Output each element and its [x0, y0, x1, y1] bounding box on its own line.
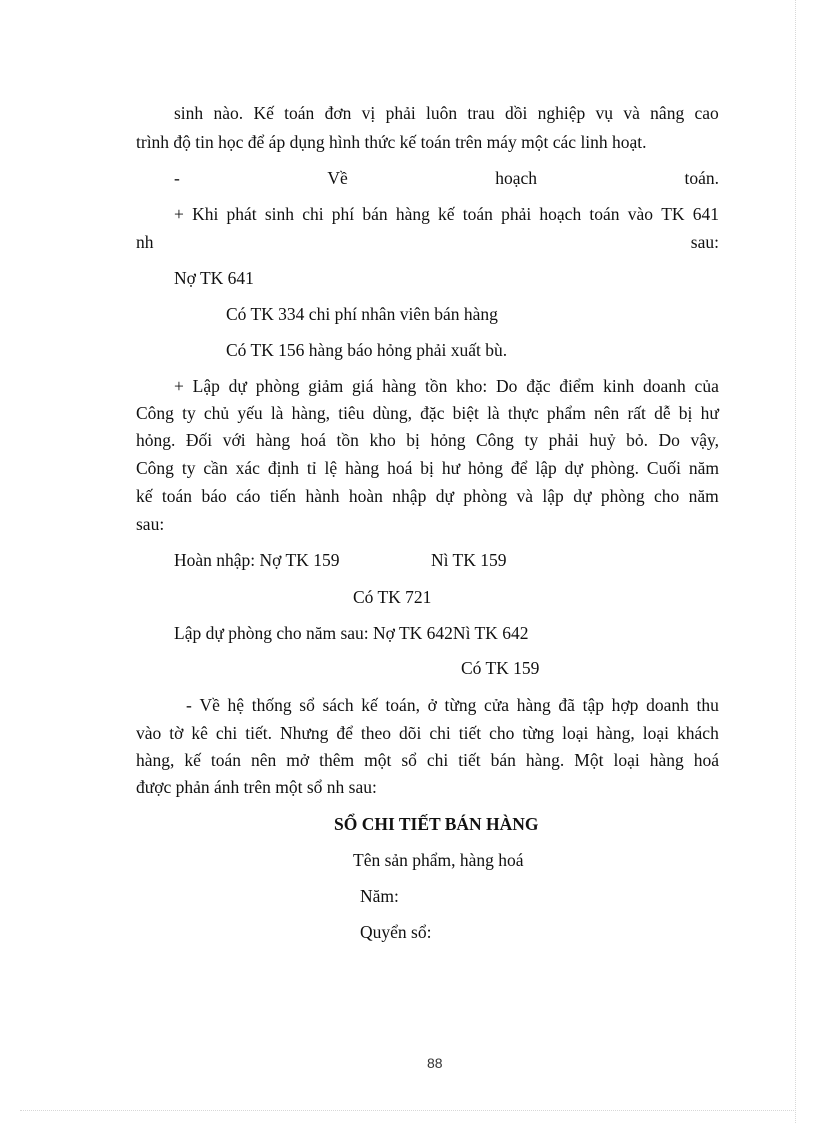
word: hàng — [395, 204, 430, 224]
word: - — [174, 168, 180, 188]
p5-line-1 — [186, 697, 719, 715]
p4-line-2 — [136, 405, 719, 423]
word: thu — [696, 695, 719, 715]
p4-line-1 — [174, 378, 719, 396]
ledger-title: SỔ CHI TIẾT BÁN HÀNG — [334, 814, 539, 834]
word: rất — [627, 403, 646, 423]
p4-line-5 — [136, 488, 719, 506]
word: nâng — [650, 103, 685, 123]
word: kế — [438, 204, 455, 224]
word: Kế — [253, 103, 274, 123]
p4-line-4 — [136, 460, 719, 478]
word: trau — [467, 103, 495, 123]
p2-heading — [174, 170, 719, 188]
entry1-credit-1: Có TK 334 chi phí nhân viên bán hàng — [226, 304, 498, 324]
p1-line-2: trình độ tin học để áp dụng hình thức kế toán trên máy một các linh hoạt. — [136, 132, 647, 152]
word: tiết — [458, 750, 481, 770]
word: phòng — [600, 486, 645, 506]
word: vị — [361, 103, 376, 123]
word: hoá — [300, 430, 326, 450]
p5-line-3 — [136, 752, 719, 770]
word: lệ — [324, 458, 338, 478]
word: Về — [327, 168, 348, 188]
word: kê — [191, 723, 208, 743]
word: tờ — [169, 723, 184, 743]
word: sau: — [690, 232, 719, 252]
word: sổ — [299, 695, 315, 715]
ledger-year-label: Năm: — [360, 886, 399, 906]
word: điểm — [559, 376, 595, 396]
word: một — [364, 750, 392, 770]
word: dự — [228, 376, 247, 396]
word: xác — [235, 458, 260, 478]
word: + — [174, 204, 184, 224]
page-border-bottom — [20, 1110, 796, 1111]
word: hàng — [382, 376, 417, 396]
word: chi — [429, 723, 451, 743]
word: vậy, — [690, 430, 719, 450]
p3-line-1 — [174, 206, 719, 224]
word: toán, — [385, 695, 420, 715]
word: là — [487, 403, 500, 423]
word: đặc — [420, 403, 445, 423]
word: khách — [677, 723, 719, 743]
word: phải — [548, 430, 579, 450]
word: toán — [284, 103, 315, 123]
word: phải — [501, 204, 532, 224]
word: hư — [700, 403, 719, 423]
word: kinh — [603, 376, 635, 396]
word: hàng. — [525, 750, 565, 770]
word: Do — [496, 376, 518, 396]
word: Về — [199, 695, 220, 715]
word: phí — [331, 204, 355, 224]
word: phẩm — [546, 403, 586, 423]
page-number: 88 — [427, 1055, 443, 1071]
word: hỏng — [467, 458, 503, 478]
entry2-left: Hoàn nhập: Nợ TK 159 — [174, 550, 340, 570]
word: doanh — [642, 376, 686, 396]
word: tiêu — [338, 403, 365, 423]
word: hàng, — [291, 403, 331, 423]
word: cáo — [236, 486, 261, 506]
entry3-line: Lập dự phòng cho năm sau: Nợ TK 642Nì TK 642 — [174, 623, 529, 643]
word: hỏng — [430, 430, 466, 450]
word: toán — [161, 486, 193, 506]
word: phải — [385, 103, 416, 123]
word: TK — [661, 204, 685, 224]
p4-line-3 — [136, 432, 719, 450]
word: sách — [322, 695, 354, 715]
word: nghiệp — [537, 103, 586, 123]
word: giảm — [308, 376, 344, 396]
word: và — [623, 103, 640, 123]
word: tồn — [336, 430, 359, 450]
p5-line-4: được phản ánh trên một sổ nh sau: — [136, 777, 377, 797]
word: tiến — [269, 486, 297, 506]
word: dồi — [504, 103, 528, 123]
word: hàng — [345, 458, 380, 478]
entry3-credit: Có TK 159 — [461, 658, 540, 678]
word: Công — [136, 403, 174, 423]
word: toán — [589, 204, 620, 224]
entry2-credit: Có TK 721 — [353, 587, 432, 607]
word: dễ — [654, 403, 671, 423]
p5-line-2 — [136, 725, 719, 743]
word: Do — [658, 430, 680, 450]
word: nh — [136, 232, 154, 252]
word: cao — [694, 103, 719, 123]
word: vào — [136, 723, 162, 743]
word: loại — [562, 723, 589, 743]
word: dự — [564, 458, 583, 478]
word: bị — [406, 430, 420, 450]
word: bán — [362, 204, 388, 224]
word: sinh — [174, 103, 204, 123]
word: thực — [507, 403, 539, 423]
word: 641 — [692, 204, 719, 224]
entry2-right: Nì TK 159 — [431, 550, 507, 570]
word: hệ — [227, 695, 245, 715]
word: ty — [182, 403, 196, 423]
word: hành — [305, 486, 340, 506]
word: ty — [181, 458, 196, 478]
word: chi — [426, 750, 449, 770]
p4-line-6: sau: — [136, 514, 165, 534]
word: hư — [441, 458, 461, 478]
word: năm — [688, 458, 719, 478]
word: đặc — [526, 376, 551, 396]
word: tỉ — [306, 458, 317, 478]
word: Cuối — [646, 458, 681, 478]
word: Đối — [185, 430, 213, 450]
word: đã — [558, 695, 575, 715]
ledger-product-label: Tên sản phẩm, hàng hoá — [353, 850, 524, 870]
word: hàng — [649, 750, 684, 770]
page-border-right — [795, 0, 796, 1123]
word: dùng, — [372, 403, 412, 423]
word: nên — [593, 403, 620, 423]
word: đơn — [324, 103, 352, 123]
word: hoá — [387, 458, 413, 478]
p1-line-1 — [174, 105, 719, 123]
word: ty — [524, 430, 539, 450]
word: lập — [542, 486, 564, 506]
word: dõi — [398, 723, 422, 743]
word: nào. — [213, 103, 244, 123]
word: cho — [653, 486, 680, 506]
word: phòng. — [590, 458, 639, 478]
word: dự — [435, 486, 454, 506]
word: hỏng. — [136, 430, 176, 450]
word: hàng — [516, 695, 551, 715]
word: tập — [582, 695, 604, 715]
word: sổ — [401, 750, 417, 770]
word: bị — [420, 458, 434, 478]
word: thêm — [319, 750, 355, 770]
word: giá — [352, 376, 374, 396]
word: định — [267, 458, 299, 478]
word: của — [694, 376, 719, 396]
word: là — [270, 403, 284, 423]
word: kế — [184, 750, 201, 770]
word: luôn — [426, 103, 458, 123]
word: chi — [302, 204, 324, 224]
word: nhập — [392, 486, 427, 506]
word: và — [516, 486, 534, 506]
word: loại — [642, 723, 670, 743]
word: kế — [361, 695, 378, 715]
word: kho — [369, 430, 396, 450]
word: phòng — [463, 486, 508, 506]
entry1-debit: Nợ TK 641 — [174, 268, 254, 288]
word: Lập — [192, 376, 220, 396]
word: để — [510, 458, 528, 478]
word: hoạch — [495, 168, 537, 188]
word: Công — [475, 430, 514, 450]
word: sinh — [264, 204, 295, 224]
word: phòng — [255, 376, 300, 396]
p3-line-2 — [136, 234, 719, 252]
word: lập — [535, 458, 557, 478]
word: loại — [613, 750, 640, 770]
word: thống — [251, 695, 292, 715]
word: dự — [573, 486, 592, 506]
word: tồn — [424, 376, 448, 396]
word: + — [174, 376, 184, 396]
word: - — [186, 695, 192, 715]
word: biệt — [452, 403, 479, 423]
word: toán. — [684, 168, 719, 188]
word: bị — [678, 403, 693, 423]
word: với — [222, 430, 246, 450]
word: vụ — [595, 103, 614, 123]
word: phát — [226, 204, 257, 224]
word: mở — [286, 750, 310, 770]
word: toán — [210, 750, 242, 770]
word: chi — [215, 723, 238, 743]
word: tiết. — [245, 723, 272, 743]
word: bán — [490, 750, 516, 770]
word: hàng, — [596, 723, 635, 743]
word: nên — [251, 750, 277, 770]
word: từng — [444, 695, 477, 715]
ledger-book-label: Quyển sổ: — [360, 922, 432, 942]
word: từng — [522, 723, 555, 743]
word: cần — [203, 458, 228, 478]
word: Nhưng — [279, 723, 329, 743]
word: hoạch — [539, 204, 582, 224]
word: doanh — [646, 695, 689, 715]
word: báo — [201, 486, 227, 506]
word: ở — [427, 695, 437, 715]
word: vào — [627, 204, 653, 224]
word: bỏ. — [626, 430, 648, 450]
word: cửa — [484, 695, 510, 715]
word: hàng, — [136, 750, 175, 770]
word: năm — [688, 486, 719, 506]
word: huỷ — [589, 430, 616, 450]
word: Công — [136, 458, 174, 478]
word: hoá — [693, 750, 719, 770]
word: tiết — [458, 723, 482, 743]
word: hoàn — [348, 486, 383, 506]
word: cho — [489, 723, 515, 743]
word: kho: — [456, 376, 488, 396]
word: hợp — [611, 695, 639, 715]
word: yếu — [237, 403, 263, 423]
word: hàng — [256, 430, 291, 450]
word: theo — [360, 723, 391, 743]
word: kế — [136, 486, 153, 506]
word: Khi — [192, 204, 219, 224]
word: chủ — [203, 403, 230, 423]
word: để — [336, 723, 353, 743]
word: Một — [574, 750, 604, 770]
word: toán — [462, 204, 493, 224]
entry1-credit-2: Có TK 156 hàng báo hỏng phải xuất bù. — [226, 340, 508, 360]
